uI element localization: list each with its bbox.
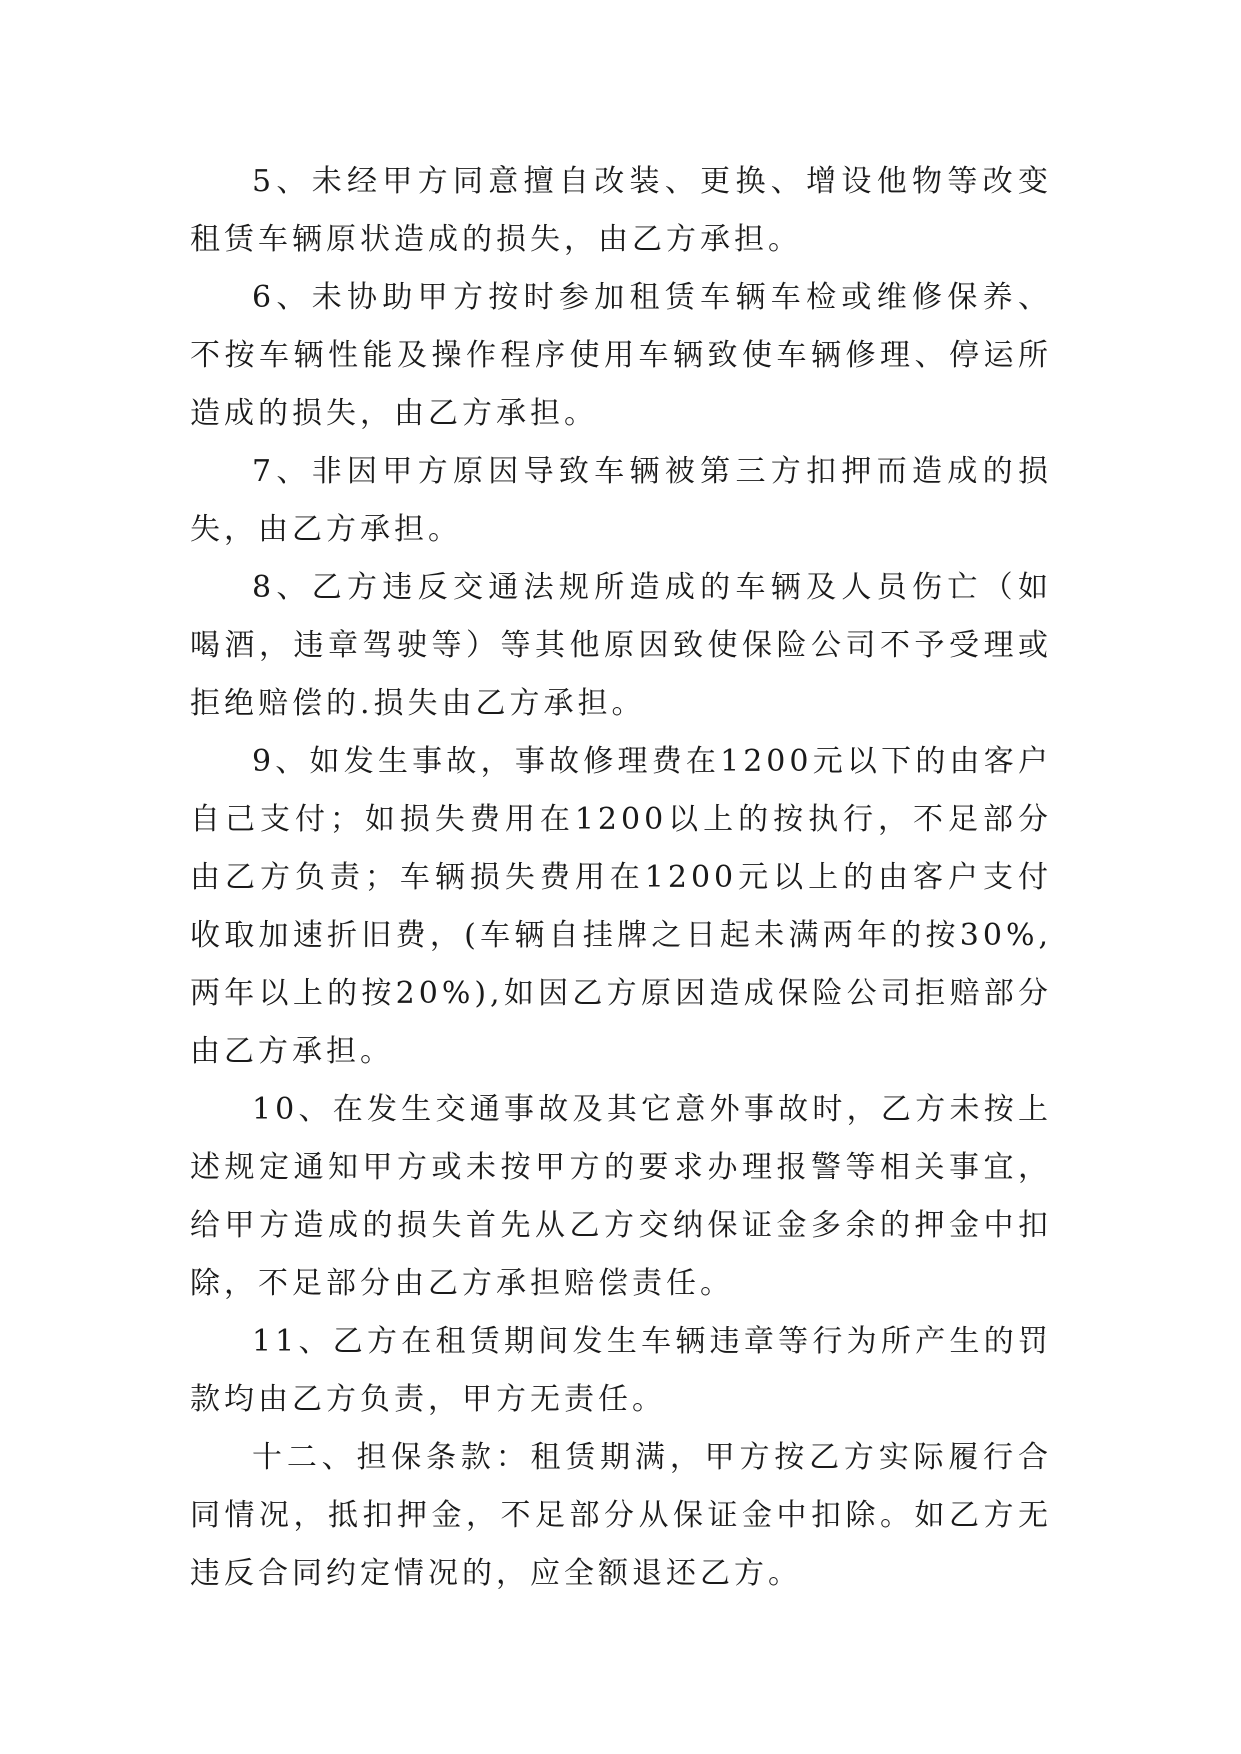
clause-9: 9、如发生事故，事故修理费在1200元以下的由客户自己支付；如损失费用在1200以上的按执行，不足部分由乙方负责；车辆损失费用在1200元以上的由客户支付收取加速折旧费，(车辆自挂牌之日起未满两年的按30%,两年以上的按20%),如因乙方原因造成保险公司拒赔部分由乙方承担。	[190, 744, 1052, 1069]
clause-7: 7、非因甲方原因导致车辆被第三方扣押而造成的损失，由乙方承担。	[190, 454, 1052, 547]
document-body	[190, 153, 1052, 1603]
clause-8: 8、乙方违反交通法规所造成的车辆及人员伤亡（如喝酒，违章驾驶等）等其他原因致使保险公司不予受理或拒绝赔偿的.损失由乙方承担。	[190, 570, 1052, 721]
guarantee-clause: 十二、担保条款：租赁期满，甲方按乙方实际履行合同情况，抵扣押金，不足部分从保证金中扣除。如乙方无违反合同约定情况的，应全额退还乙方。	[190, 1440, 1052, 1591]
clause-10: 10、在发生交通事故及其它意外事故时，乙方未按上述规定通知甲方或未按甲方的要求办理报警等相关事宜，给甲方造成的损失首先从乙方交纳保证金多余的押金中扣除，不足部分由乙方承担赔偿责任。	[190, 1092, 1052, 1301]
clause-5: 5、未经甲方同意擅自改装、更换、增设他物等改变租赁车辆原状造成的损失，由乙方承担。	[190, 164, 1052, 257]
clause-6: 6、未协助甲方按时参加租赁车辆车检或维修保养、不按车辆性能及操作程序使用车辆致使车辆修理、停运所造成的损失，由乙方承担。	[190, 280, 1052, 431]
clause-11: 11、乙方在租赁期间发生车辆违章等行为所产生的罚款均由乙方负责，甲方无责任。	[190, 1324, 1052, 1417]
